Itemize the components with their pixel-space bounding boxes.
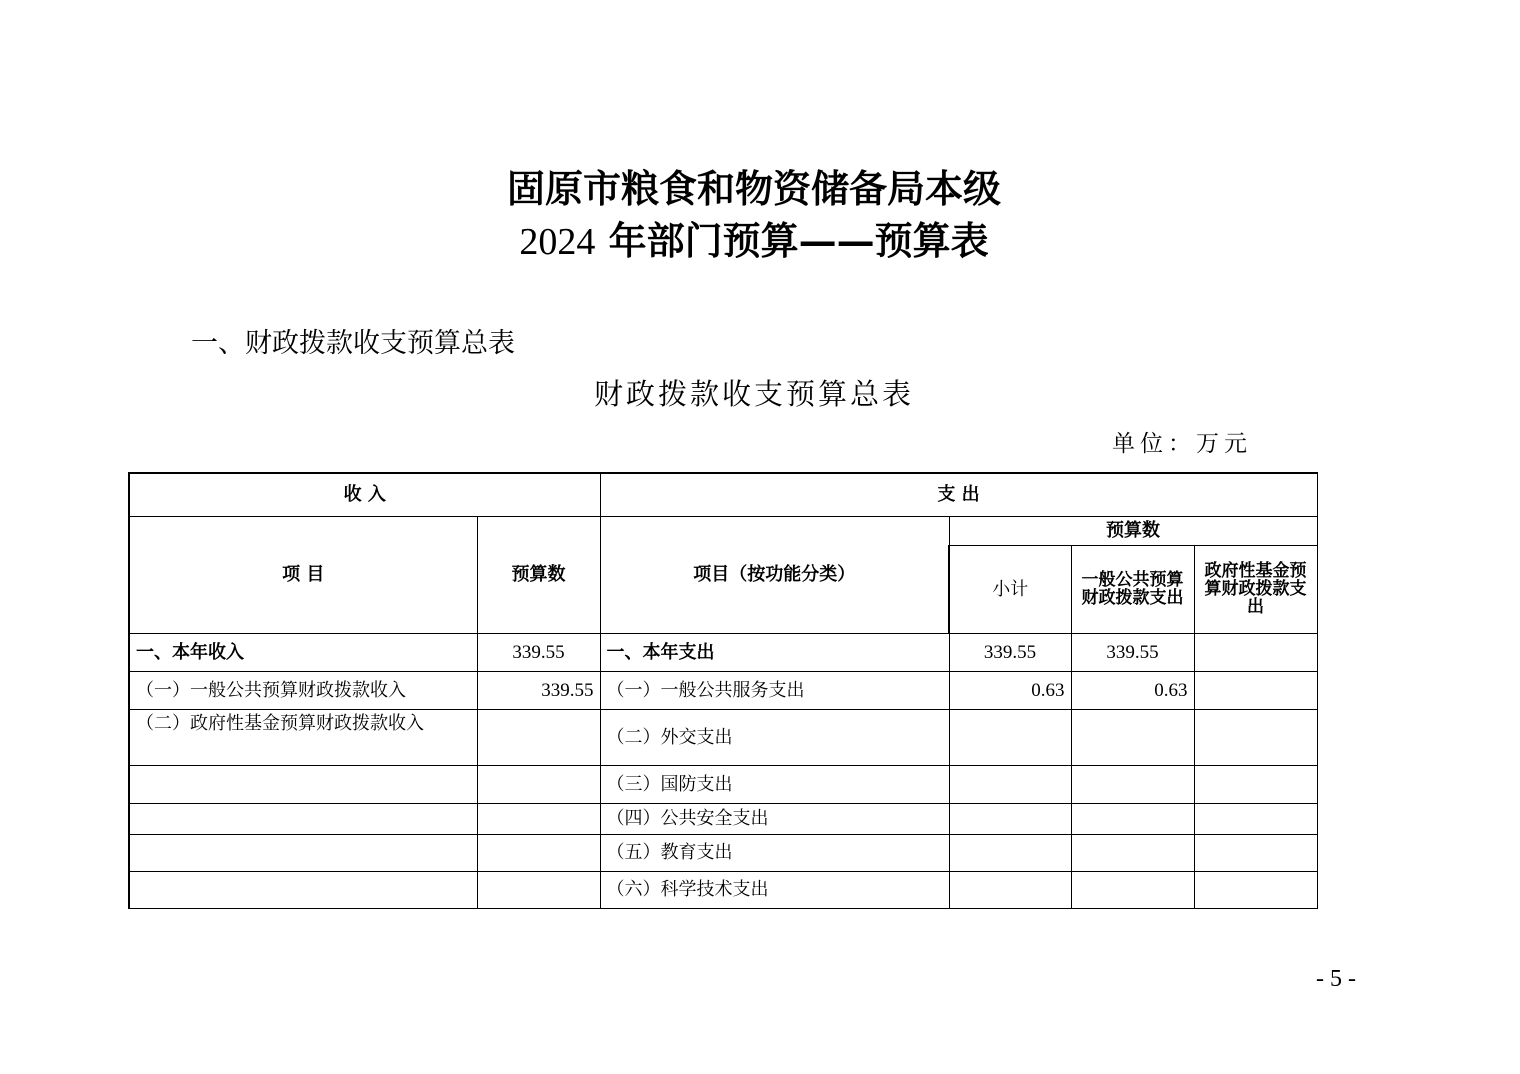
income-item-cell	[129, 803, 477, 834]
document-title-line1: 固原市粮食和物资储备局本级	[506, 166, 1001, 211]
general-public-cell	[1071, 803, 1194, 834]
budget-summary-table	[128, 472, 1318, 909]
document-title-line2	[0, 218, 1508, 265]
income-amount-cell: 339.55	[477, 671, 600, 709]
income-item-cell: （一）一般公共预算财政拨款收入	[129, 671, 477, 709]
expense-item-cell: （六）科学技术支出	[600, 871, 949, 908]
subtotal-cell	[949, 765, 1071, 803]
expense-item-cell: （四）公共安全支出	[600, 803, 949, 834]
income-amount-cell	[477, 871, 600, 908]
gov-fund-cell	[1194, 709, 1317, 765]
expense-budget-header: 预算数	[949, 516, 1317, 545]
income-amount-cell	[477, 709, 600, 765]
gov-fund-cell	[1194, 633, 1317, 671]
income-amount-cell	[477, 765, 600, 803]
subtotal-header: 小计	[949, 545, 1071, 633]
subtotal-cell	[949, 803, 1071, 834]
gov-fund-cell	[1194, 834, 1317, 871]
header-row-2	[129, 516, 1317, 545]
general-public-cell	[1071, 871, 1194, 908]
income-item-cell: 一、本年收入	[129, 633, 477, 671]
expense-header: 支 出	[600, 473, 1317, 516]
table-row	[129, 633, 1317, 671]
table-row	[129, 765, 1317, 803]
gov-fund-cell	[1194, 803, 1317, 834]
title-line2-rest: 年部门预算——预算表	[608, 218, 989, 263]
income-item-cell	[129, 765, 477, 803]
expense-item-cell: （三）国防支出	[600, 765, 949, 803]
expense-item-cell: （一）一般公共服务支出	[600, 671, 949, 709]
table-row	[129, 834, 1317, 871]
gov-fund-cell	[1194, 671, 1317, 709]
subtotal-cell: 339.55	[949, 633, 1071, 671]
income-budget-header: 预算数	[477, 516, 600, 633]
table-row	[129, 871, 1317, 908]
general-public-header: 一般公共预算财政拨款支出	[1071, 545, 1194, 633]
expense-item-cell: 一、本年支出	[600, 633, 949, 671]
income-amount-cell	[477, 834, 600, 871]
expense-item-header: 项目（按功能分类）	[600, 516, 949, 633]
section-heading: 一、财政拨款收支预算总表	[191, 328, 515, 359]
general-public-cell: 339.55	[1071, 633, 1194, 671]
general-public-cell: 0.63	[1071, 671, 1194, 709]
subtotal-cell	[949, 871, 1071, 908]
unit-label: 单位：万元	[1112, 431, 1252, 457]
table-title: 财政拨款收支预算总表	[593, 377, 914, 411]
gov-fund-cell	[1194, 765, 1317, 803]
subtotal-cell	[949, 834, 1071, 871]
expense-item-cell: （五）教育支出	[600, 834, 949, 871]
subtotal-cell	[949, 709, 1071, 765]
title-year: 2024	[519, 221, 596, 263]
page-number: - 5 -	[1316, 966, 1356, 992]
subtotal-cell: 0.63	[949, 671, 1071, 709]
income-header: 收 入	[129, 473, 600, 516]
income-item-cell: （二）政府性基金预算财政拨款收入	[129, 709, 477, 765]
income-item-cell	[129, 871, 477, 908]
income-item-cell	[129, 834, 477, 871]
income-amount-cell: 339.55	[477, 633, 600, 671]
gov-fund-cell	[1194, 871, 1317, 908]
income-item-header: 项 目	[129, 516, 477, 633]
header-row-1	[129, 473, 1317, 516]
expense-item-cell: （二）外交支出	[600, 709, 949, 765]
general-public-cell	[1071, 709, 1194, 765]
table-row	[129, 803, 1317, 834]
general-public-cell	[1071, 765, 1194, 803]
table-row	[129, 671, 1317, 709]
general-public-cell	[1071, 834, 1194, 871]
gov-fund-header: 政府性基金预算财政拨款支出	[1194, 545, 1317, 633]
table-row	[129, 709, 1317, 765]
income-amount-cell	[477, 803, 600, 834]
